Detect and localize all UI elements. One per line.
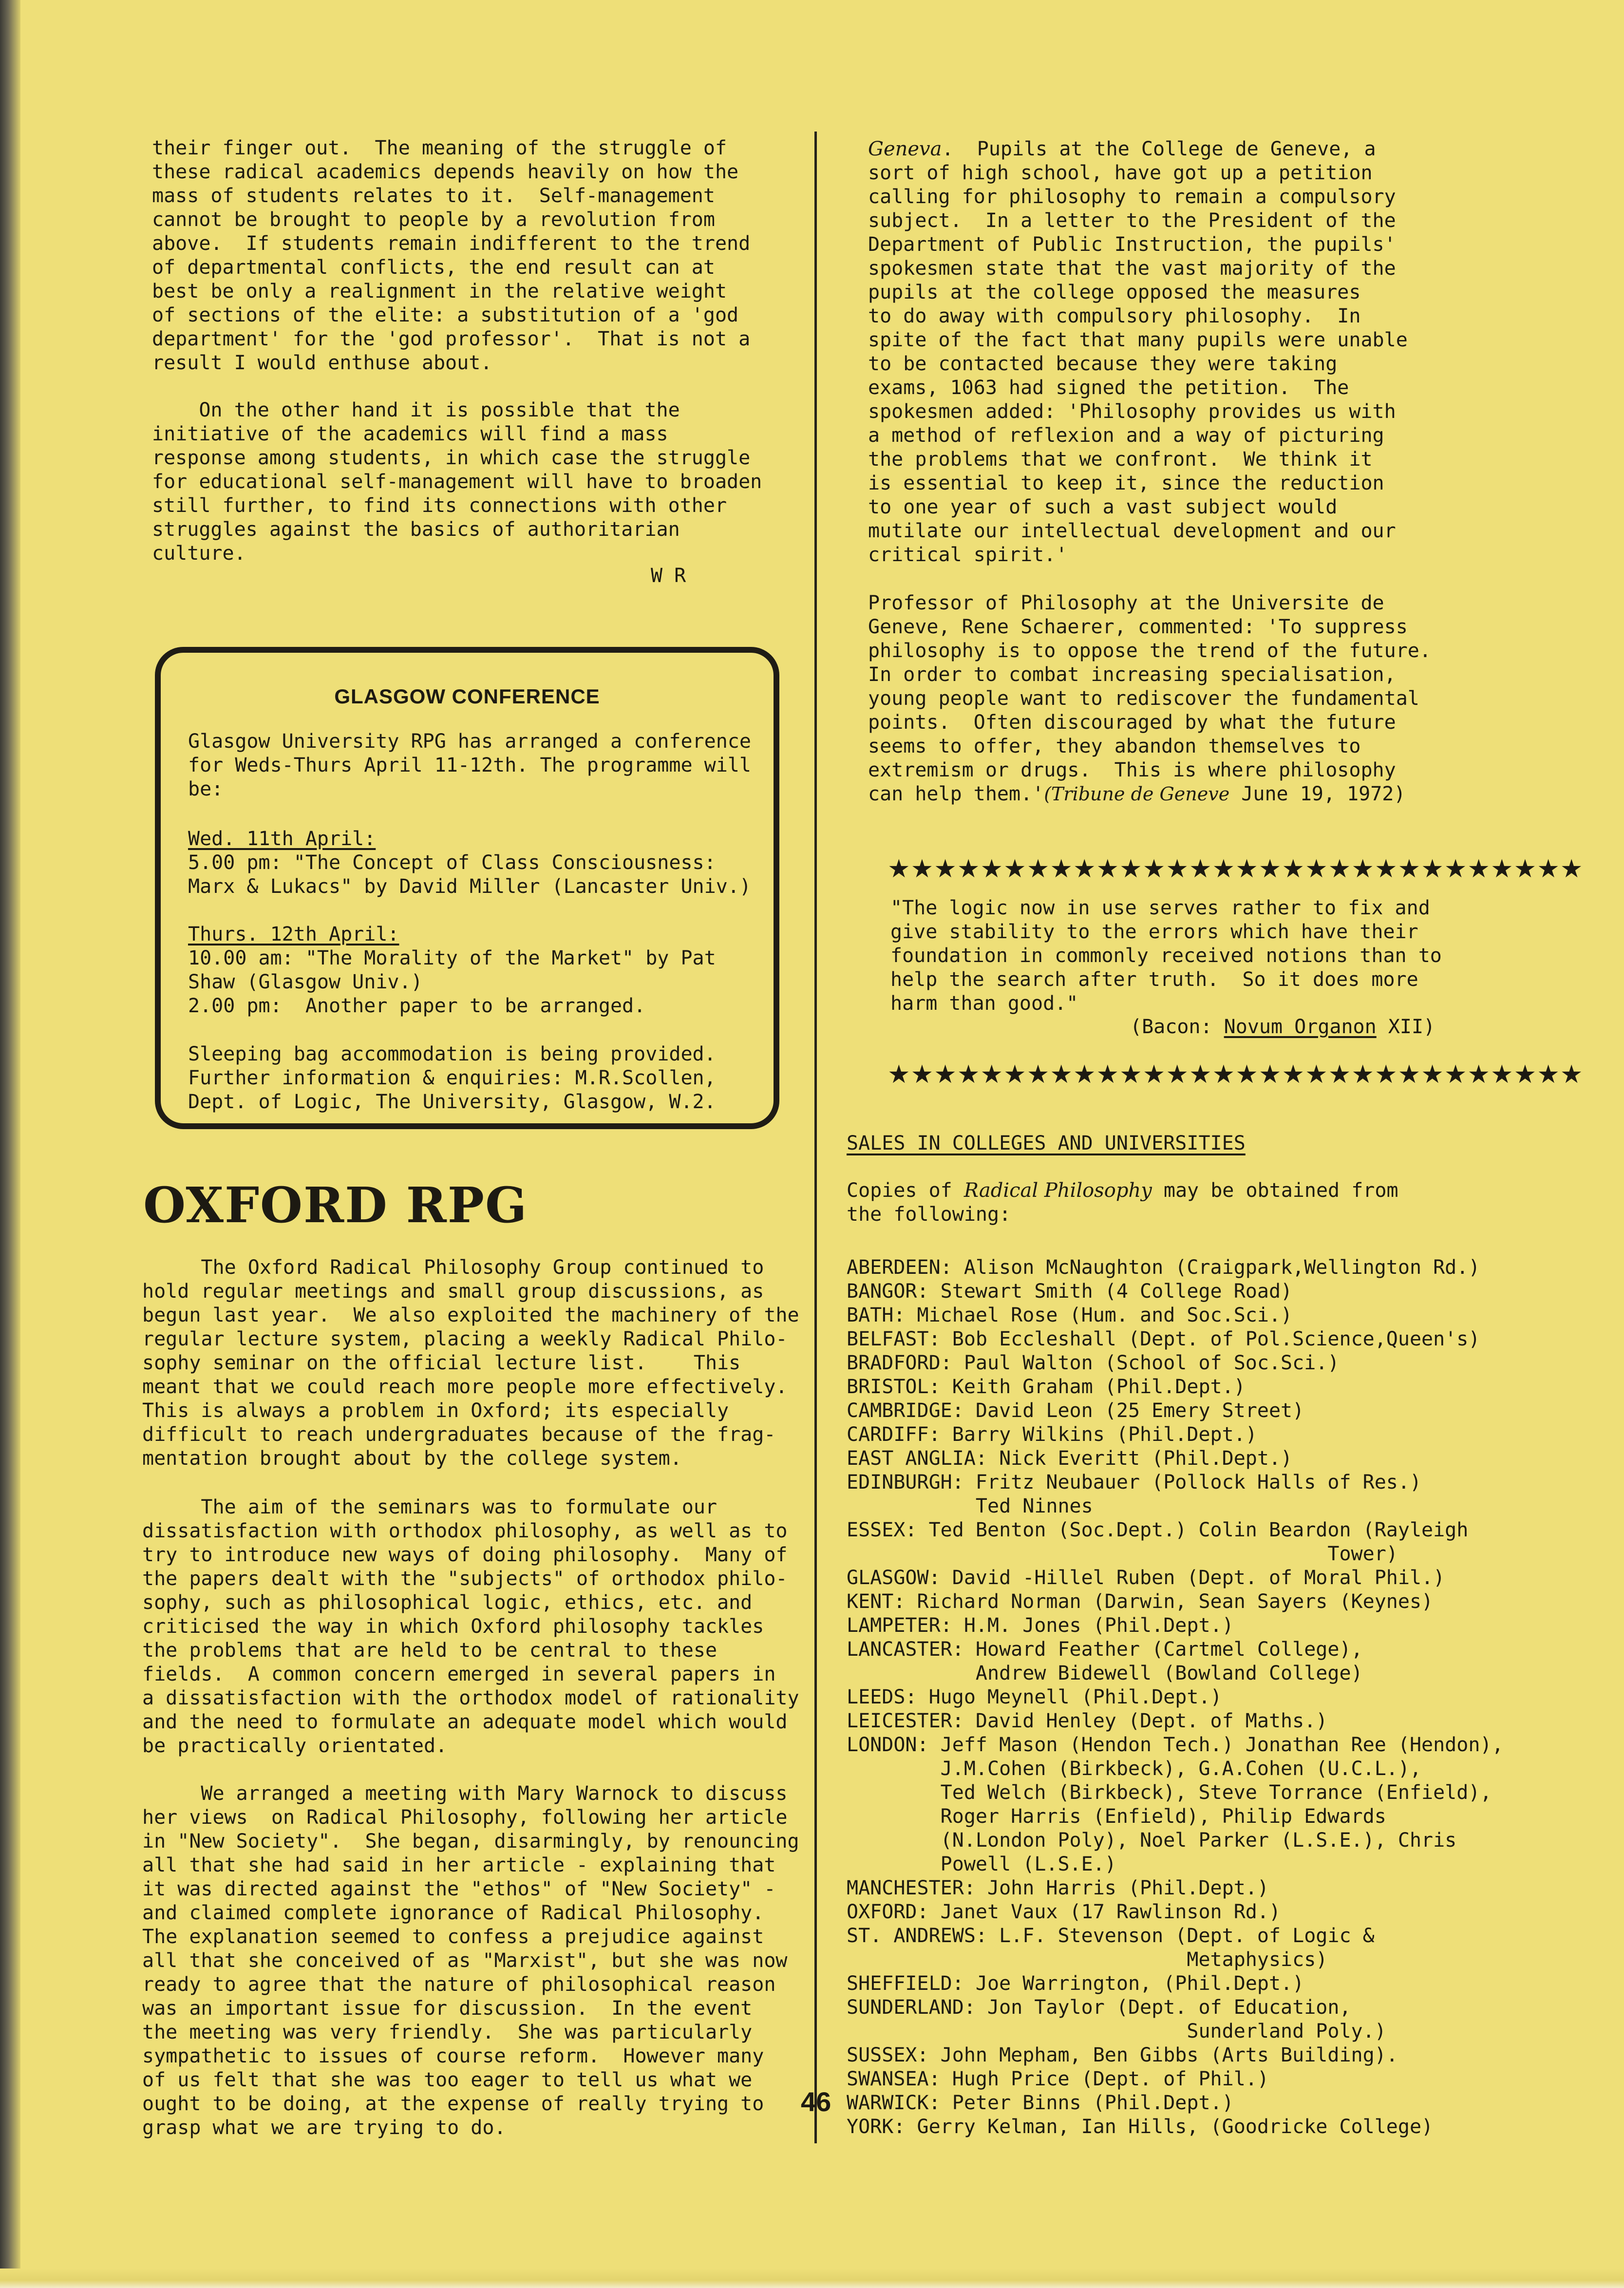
- glasgow-conference-box: [155, 647, 779, 1129]
- citation-title: Novum Organon: [1224, 1016, 1377, 1038]
- conference-thursday: [188, 923, 716, 1018]
- page-bottom-edge: [0, 2269, 1624, 2288]
- journal-title: Radical Philosophy: [963, 1179, 1152, 1202]
- professor-body: Professor of Philosophy at the Universite de Geneve, Rene Schaerer, commented: 'To suppress philosophy is to oppose the trend of the future. In order to combat increasing specialisation, young people want to rediscover the fundamental points. Often discouraged by what the future seems to offer, they abandon themselves to extremism or drugs. This is where philosophy can help them.': [868, 592, 1431, 805]
- geneva-paragraph: [868, 137, 1408, 567]
- oxford-paragraph-2: The aim of the seminars was to formulate our dissatisfaction with orthodox philosophy, as well as to try to introduce new ways of doing philosophy. Many of the papers dealt with the "subjects" of orthodox philo- sophy, such as philosophical logic, ethics, etc. and criticised the way in which Oxford philosophy tackles the problems that are held to be central to these fields. A common concern emerged in several papers in a dissatisfaction with the orthodox model of rationality and the need to formulate an adequate model which would be practically orientated.: [142, 1496, 799, 1757]
- conference-title: GLASGOW CONFERENCE: [334, 685, 600, 708]
- professor-paragraph: [868, 591, 1431, 806]
- geneva-first-line: Geneva. Pupils at the College de Geneve, a: [868, 138, 1376, 160]
- wednesday-programme: 5.00 pm: "The Concept of Class Consciousness: Marx & Lukacs" by David Miller (Lancaster Univ.): [188, 851, 751, 898]
- page-number: 46: [801, 2086, 831, 2117]
- oxford-paragraph-1: The Oxford Radical Philosophy Group continued to hold regular meetings and small group discussions, as begun last year. We also exploited the machinery of the regular lecture system, placing a weekly Radical Philo- sophy seminar on the official lecture list. This meant that we could reach more people more effectively. This is always a problem in Oxford; its especially difficult to reach undergraduates because of the frag- mentation brought about by the college system.: [142, 1256, 799, 1470]
- wednesday-heading: Wed. 11th April:: [188, 828, 376, 850]
- sales-intro: Copies of Radical Philosophy may be obtained from the following:: [847, 1179, 1398, 1226]
- bacon-citation: (Bacon: Novum Organon XII): [1130, 1016, 1435, 1038]
- tribune-date: June 19, 1972): [1229, 783, 1406, 805]
- geneva-word: Geneva: [868, 138, 942, 160]
- oxford-paragraph-3: We arranged a meeting with Mary Warnock to discuss her views on Radical Philosophy, following her article in "New Society". She began, disarmingly, by renouncing all that she had said in her article - explaining that it was directed against the "ethos" of "New Society" - and claimed complete ignorance of Radical Philosophy. The explanation seemed to confess a prejudice against all that she conceived of as "Marxist", but she was now ready to agree that the nature of philosophical reason was an important issue for discussion. In the event the meeting was very friendly. She was particularly sympathetic to issues of course reform. However many of us felt that she was too eager to tell us what we ought to be doing, at the expense of really trying to grasp what we are trying to do.: [142, 1782, 799, 2139]
- oxford-rpg-heading: OXFORD RPG: [143, 1176, 528, 1234]
- star-divider-bottom: ★★★★★★★★★★★★★★★★★★★★★★★★★★★★★★: [888, 1060, 1584, 1089]
- star-divider-top: ★★★★★★★★★★★★★★★★★★★★★★★★★★★★★★: [888, 854, 1584, 884]
- author-initials: W R: [651, 565, 686, 587]
- thursday-heading: Thurs. 12th April:: [188, 923, 399, 945]
- bacon-quote: "The logic now in use serves rather to fix and give stability to the errors which have their foundation in commonly received notions than to help the search after truth. So it does more harm than good.": [890, 897, 1442, 1015]
- sales-contacts-list: ABERDEEN: Alison McNaughton (Craigpark,Wellington Rd.) BANGOR: Stewart Smith (4 College Road) BATH: Michael Rose (Hum. and Soc.Sci.) BELFAST: Bob Eccleshall (Dept. of Pol.Science,Queen's) BRADFORD: Paul Walton (School of Soc.Sci.) BRISTOL: Keith Graham (Phil.Dept.) CAMBRIDGE: David Leon (25 Emery Street) CARDIFF: Barry Wilkins (Phil.Dept.) EAST ANGLIA: Nick Everitt (Phil.Dept.) EDINBURGH: Fritz Neubauer (Pollock Halls of Res.) Ted Ninnes ESSEX: Ted Benton (Soc.Dept.) Colin Beardon (Rayleigh Tower) GLASGOW: David -Hillel Ruben (Dept. of Moral Phil.) KENT: Richard Norman (Darwin, Sean Sayers (Keynes) LAMPETER: H.M. Jones (Phil.Dept.) LANCASTER: Howard Feather (Cartmel College), Andrew Bidewell (Bowland College) LEEDS: Hugo Meynell (Phil.Dept.) LEICESTER: David Henley (Dept. of Maths.) LONDON: Jeff Mason (Hendon Tech.) Jonathan Ree (Hendon), J.M.Cohen (Birkbeck), G.A.Cohen (U.C.L.), Ted Welch (Birkbeck), Steve Torrance (Enfield), Roger Harris (Enfield), Philip Edwards (N.London Poly), Noel Parker (L.S.E.), Chris Powell (L.S.E.) MANCHESTER: John Harris (Phil.Dept.) OXFORD: Janet Vaux (17 Rawlinson Rd.) ST. ANDREWS: L.F. Stevenson (Dept. of Logic & Metaphysics) SHEFFIELD: Joe Warrington, (Phil.Dept.) SUNDERLAND: Jon Taylor (Dept. of Education, Sunderland Poly.) SUSSEX: John Mepham, Ben Gibbs (Arts Building). SWANSEA: Hugh Price (Dept. of Phil.) WARWICK: Peter Binns (Phil.Dept.) YORK: Gerry Kelman, Ian Hills, (Goodricke College): [847, 1256, 1504, 2138]
- continued-paragraph: their finger out. The meaning of the struggle of these radical academics depends heavily on how the mass of students relates to it. Self-management cannot be brought to people by a revolution from above. If students remain indifferent to the trend of departmental conflicts, the end result can at best be only a realignment in the relative weight of sections of the elite: a substitution of a 'god department' for the 'god professor'. That is not a result I would enthuse about.: [152, 137, 751, 374]
- closing-paragraph: On the other hand it is possible that the initiative of the academics will find a mass response among students, in which case the struggle for educational self-management will have to broaden still further, to find its connections with other struggles against the basics of authoritarian culture.: [152, 399, 762, 565]
- geneva-body: sort of high school, have got up a petition calling for philosophy to remain a compulsory subject. In a letter to the President of the Department of Public Instruction, the pupils' spokesmen state that the vast majority of the pupils at the college opposed the measures to do away with compulsory philosophy. In spite of the fact that many pupils were unable to be contacted because they were taking exams, 1063 had signed the petition. The spokesmen added: 'Philosophy provides us with a method of reflexion and a way of picturing the problems that we confront. We think it is essential to keep it, since the reduction to one year of such a vast subject would mutilate our intellectual development and our critical spirit.': [868, 162, 1408, 566]
- column-divider: [814, 132, 817, 2143]
- binding-edge: [0, 0, 20, 2288]
- conference-accommodation: Sleeping bag accommodation is being provided. Further information & enquiries: M.R.Scollen, Dept. of Logic, The University, Glasgow, W.2.: [188, 1043, 716, 1113]
- sales-heading: SALES IN COLLEGES AND UNIVERSITIES: [847, 1132, 1246, 1154]
- conference-intro: Glasgow University RPG has arranged a conference for Weds-Thurs April 11-12th. The programme will be:: [188, 730, 751, 800]
- tribune-source: (Tribune de Geneve: [1044, 783, 1230, 805]
- thursday-programme: 10.00 am: "The Morality of the Market" by Pat Shaw (Glasgow Univ.) 2.00 pm: Another paper to be arranged.: [188, 947, 716, 1017]
- conference-wednesday: [188, 827, 751, 899]
